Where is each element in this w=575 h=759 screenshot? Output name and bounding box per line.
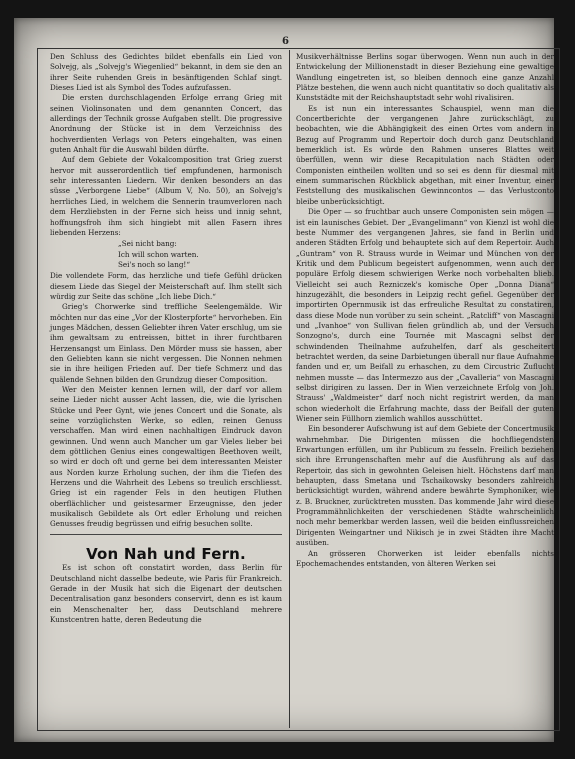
paragraph: Musikverhältnisse Berlins sogar überwogen. Wenn nun auch in der Entwickelung der Millionenstadt in dieser Beziehung eine gewaltige Wandlung eingetreten ist, so bleiben dennoch eine ganze Anzahl Plätze bestehen, die wenn auch nicht quantitativ so doch qualitativ als Kunststädte mit der Reichshauptstadt sehr wohl rivalisiren.	[296, 52, 554, 103]
verse-line: „Sei nicht bang:	[118, 239, 177, 249]
paragraph: An grösseren Chorwerken ist leider ebenfalls nichts Epochemachendes entstanden, von älteren Werken sei	[296, 548, 554, 568]
section-rule	[50, 534, 282, 535]
paragraph: Den Schluss des Gedichtes bildet ebenfalls ein Lied von Solvejg, als „Solvejg's Wiegenlied“ bekannt, in dem sie den an ihrer Seite ruhenden Greis in besänftigenden Schlaf singt. Dieses Lied ist als Symbol des Todes aufzufassen.	[50, 52, 282, 93]
paragraph: Auf dem Gebiete der Vokalcomposition trat Grieg zuerst hervor mit ausserordentlich tief empfundenen, harmonisch sehr interessanten Liedern. Wir denken besonders an das süsse „Verborgene Liebe“ (Album V, No. 50), an Solvejg's herrliches Lied, in welchem die Sennerin traumverloren nach dem Herzliebsten in der Ferne sich heiss und innig sehnt, hoffnungsfroh ihm sich hingiebt mit allen Fasern ihres liebenden Herzens:	[50, 155, 282, 237]
paragraph: Es ist schon oft constatirt worden, dass Berlin für Deutschland nicht dasselbe bedeute, wie Paris für Frankreich. Gerade in der Musik hat sich die Eigenart der deutschen Decentralisation ganz besonders conservirt, denn es ist kaum ein Menschenalter her, dass Deutschland mehrere Kunstcentren hatte, deren Bedeutung die	[50, 563, 282, 624]
verse-line: Sei's noch so lang!“	[118, 259, 190, 269]
paragraph: Die vollendete Form, das herzliche und tiefe Gefühl drücken diesem Liede das Siegel der Meisterschaft auf. Ihm stellt sich würdig zur Seite das schöne „Ich liebe Dich.“	[50, 271, 282, 301]
section-heading: Von Nah und Fern.	[86, 544, 246, 563]
paragraph: Es ist nun ein interessantes Schauspiel, wenn man die Concertberichte der vergangenen Jahre zurückschlägt, zu beobachten, wie die Abhängigkeit des einen Ortes vom andern in Bezug auf Programm und Repertoir doch durch ganz Deutschland bemerklich ist. Es würde den Rahmen unseres Blattes weit überfüllen, wenn wir diese Recapitulation nach Städten oder Componisten eintheilen wollten und so sei es denn für diesmal mit einem summarischen Rückblick abgethan, mit einer Inventur, einer Feststellung des musikalischen Gewinncontos — das Verlustconto bleibe unberücksichtigt.	[296, 103, 554, 206]
right-column	[296, 52, 554, 569]
left-column	[50, 52, 282, 625]
verse-line: Ich will schon warten.	[118, 249, 199, 259]
paragraph: Ein besonderer Aufschwung ist auf dem Gebiete der Concertmusik wahrnehmbar. Die Dirigenten müssen die hochfliegendsten Erwartungen erfüllen, um ihr Publicum zu fesseln. Freilich beziehen sich ihre Errungenschaften mehr auf die Ausführung als auf das Repertoir, das sich in gewohnten Geleisen hielt. Höchstens darf man behaupten, dass Smetana und Tschaikowsky besonders zahlreich berücksichtigt wurden, während andere bewährte Symphoniker, wie z. B. Bruckner, zurücktreten mussten. Das kommende Jahr wird diese Programmähnlichkeiten der verschiedenen Städte wahrscheinlich noch mehr bemerkbar werden lassen, weil die beiden einflussreichen Dirigenten Weingartner und Nikisch je in zwei Städten ihre Macht ausüben.	[296, 424, 554, 548]
paragraph: Die Oper — so fruchtbar auch unsere Componisten sein mögen — ist ein launisches Gebiet. Der „Evangelimann“ von Kienzl ist wohl die beste Nummer des vergangenen Jahres, sie fand in Berlin und anderen Städten Erfolg und behauptete sich auf dem Repertoir. Auch „Guntram“ von R. Strauss wurde in Weimar und München von der Kritik und dem Publicum begeistert aufgenommen, wenn auch der populäre Erfolg diesem schwierigen Werke noch vorbehalten blieb. Vielleicht sei auch Rezniczek's komische Oper „Donna Diana“ hinzugezählt, die besonders in Leipzig recht gefiel. Gegenüber der importirten Opernmusik ist das erfreuliche Resultat zu constatiren, dass diese Mode nun vorüber zu sein scheint. „Ratcliff“ von Mascagni und „Ivanhoe“ von Sullivan fielen gründlich ab, und der Versuch Sonzogno's, durch eine Tournée mit Mascagni selbst der schwindenden Theilnahme aufzuhelfen, darf als gescheitert betrachtet werden, da seine Darbietungen überall nur flaue Aufnahme fanden und er, um Beifall zu erhaschen, zu dem Circustric Zuflucht nehmen musste — das Intermezzo aus der „Cavalleria“ von Mascagni selbst dirigiren zu lassen. Der in Wien verzeichnete Erfolg von Joh. Strauss' „Waldmeister“ darf noch nicht registrirt werden, da man schon wiederholt die Erfahrung machte, dass der Beifall der guten Wiener sein Füllhorn ziemlich wahllos ausschüttet.	[296, 207, 554, 424]
column-divider	[289, 50, 290, 728]
paragraph: Grieg's Chorwerke sind treffliche Seelengemälde. Wir möchten nur das eine „Vor der Klosterpforte“ hervorheben. Ein junges Mädchen, dessen Geliebter ihren Vater erschlug, um sie ihm gewaltsam zu entreissen, bittet in ihrer furchtbaren Herzensangst um Einlass. Den Mörder muss sie hassen, aber den Geliebten kann sie nicht vergessen. Die Nonnen nehmen sie in ihre heiligen Frieden auf. Der tiefe Schmerz und das quälende Sehnen bilden den Grundzug dieser Composition.	[50, 302, 282, 384]
verse-quote	[118, 239, 282, 270]
paragraph: Die ersten durchschlagenden Erfolge errang Grieg mit seinen Violinsonaten und dem genannten Concert, das allerdings der Technik grosse Aufgaben stellt. Die progressive Anordnung der Stücke ist in dem Verzeichniss des hochverdienten Verlags von Peters eingehalten, was einen guten Anhalt für die Auswahl bilden dürfte.	[50, 93, 282, 155]
page-number: 6	[282, 36, 289, 47]
paragraph: Wer den Meister kennen lernen will, der darf vor allem seine Lieder nicht ausser Acht lassen, die, wie die lyrischen Stücke und Peer Gynt, wie jenes Concert und die Sonate, als seine vorzüglichsten Werke, so edlen, reinen Genuss verschaffen. Man wird einen nachhaltigen Eindruck davon gewinnen. Und wenn auch Mancher um gar Vieles lieber bei dem göttlichen Genius eines congewaltigen Beethoven weilt, so wird er doch oft und gerne bei dem interessanten Meister aus Norden kurze Erholung suchen, der ihm die Tiefen des Herzens und die Wahrheit des Lebens so treulich erschliesst. Grieg ist ein ragender Fels in den heutigen Fluthen oberflächlicher und geistesarmer Erzeugnisse, den jeder musikalisch Gebildete als Ort edler Erholung und reichen Genusses freudig begrüssen und eifrig besuchen sollte.	[50, 385, 282, 529]
